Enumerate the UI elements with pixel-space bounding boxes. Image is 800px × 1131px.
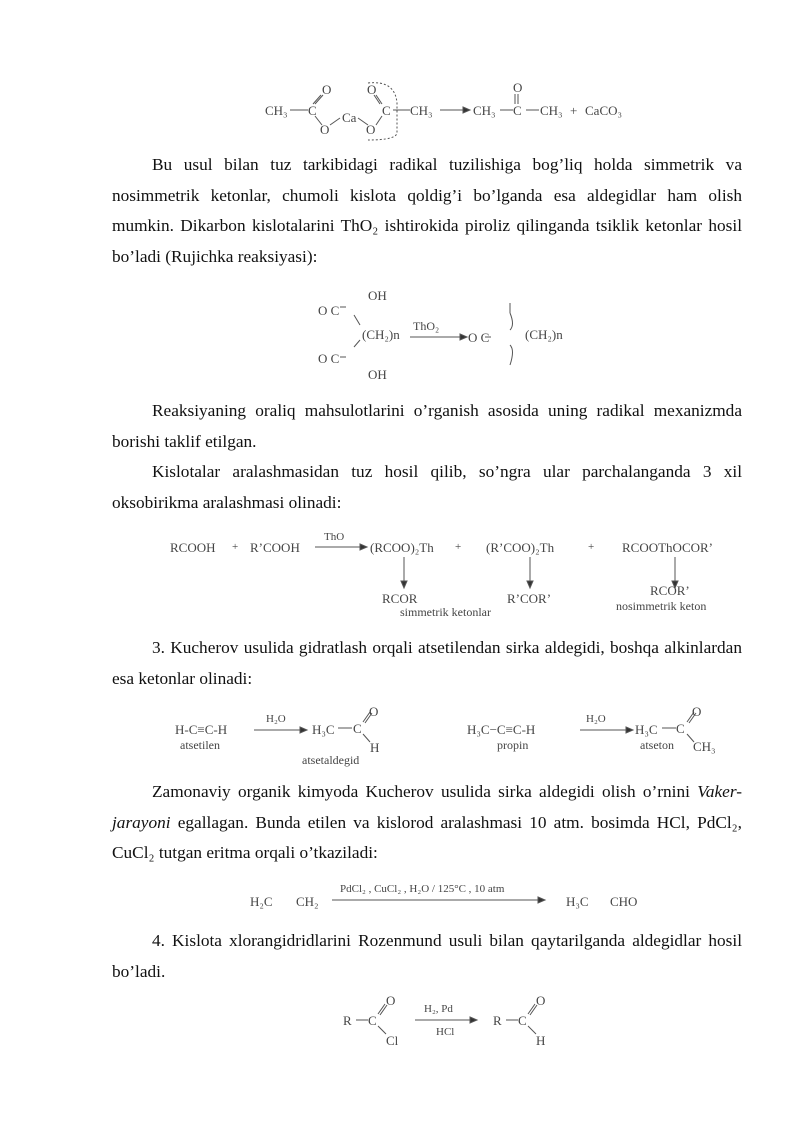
scheme-calcium-salt-pyrolysis (260, 78, 640, 148)
reactant-o-top-left: O (322, 82, 332, 97)
scheme-kucherov (170, 700, 750, 770)
reactant-o-bottom-right: O (366, 122, 376, 137)
paragraph-5-end: egallagan. Bunda etilen va kislorod aralashmasi 10 atm. bosimda HCl, PdCl₂, CuCl₂ tutgan eritma orqali o’tkaziladi: (112, 812, 743, 862)
ch2n-right: (CH₂)n (525, 327, 563, 342)
ethylene-ch2: CH₂ (296, 894, 319, 909)
propyne-formula: H₃C−C≡C-H (467, 722, 536, 737)
acetylene-formula: H-C≡C-H (175, 722, 228, 737)
paragraph-3: Kislotalar aralashmasidan tuz hosil qilib, so’ngra ular parchalanganda 3 xil oksobirikma aralashmasi olinadi: (112, 462, 742, 512)
acetone-h3c: H₃C (635, 722, 658, 737)
catalyst-tho2: ThO₂ (413, 319, 440, 333)
acyl-chloride-o: O (386, 993, 396, 1008)
product-h3c: H₃C (566, 894, 589, 909)
reagent-h2-pd: H₂, Pd (424, 1003, 453, 1015)
water-reagent-2: H₂O (586, 713, 606, 725)
oh-top: OH (368, 288, 387, 303)
aldehyde-o: O (536, 993, 546, 1008)
paragraph-1: Bu usul bilan tuz tarkibidagi radikal tuzilishiga bog’liq holda simmetrik va nosimmetrik ketonlar, chumoli kislota qoldig’i bo’lganda esa aldegidlar ham olish mumkin. Dikarbon kislotalarini ThO₂ ishtirokida piroliz qilinganda tsiklik ketonlar hosil bo’ladi (Rujichka reaksiyasi): (112, 155, 742, 266)
product-c: C (513, 103, 522, 118)
nosimmetrik-keton: nosimmetrik keton (616, 599, 707, 613)
vaker-process-term: Vaker-jarayoni (112, 782, 742, 832)
rcor: RCOR (382, 591, 418, 606)
ethylene-h2c: H₂C (250, 894, 273, 909)
acetylene-name: atsetilen (180, 738, 220, 752)
reactant-o-bottom-left: O (320, 122, 330, 137)
paragraph-2: Reaksiyaning oraliq mahsulotlarini o’rganish asosida uning radikal mexanizmda borishi taklif etilgan. (112, 401, 742, 451)
simmetrik-ketonlar: simmetrik ketonlar (400, 605, 491, 617)
reactant-o-top-right: O (367, 82, 377, 97)
plus-2: + (455, 541, 462, 553)
reactant-c-right: C (382, 103, 391, 118)
rcoothocor: RCOOThOCOR’ (622, 540, 714, 555)
propyne-name: propin (497, 738, 529, 752)
product-caco3: CaCO₃ (585, 103, 623, 118)
acyl-chloride-c: C (368, 1013, 377, 1028)
product-o: O (513, 80, 523, 95)
r-prime-cor-prime: R’COR’ (507, 591, 552, 606)
reagent-hcl: HCl (436, 1026, 455, 1038)
ch2n-left: (CH₂)n (362, 327, 400, 342)
acyl-chloride-cl: Cl (386, 1033, 399, 1048)
aldehyde-h: H (536, 1033, 546, 1048)
o-c-bottom: O C (318, 351, 340, 366)
plus-3: + (588, 541, 595, 553)
acetaldehyde-h: H (370, 740, 380, 755)
rcor-prime: RCOR’ (650, 583, 690, 598)
aldehyde-c: C (518, 1013, 527, 1028)
paragraph-5-start: Zamonaviy organik kimyoda Kucherov usulida sirka aldegidi olish o’rnini (152, 782, 690, 801)
catalyst-tho: ThO (324, 531, 345, 543)
rcooh: RCOOH (170, 540, 216, 555)
acetaldehyde-name: atsetaldegid (302, 753, 360, 767)
acetone-c: C (676, 721, 685, 736)
paragraph-4: 3. Kucherov usulida gidratlash orqali atsetilendan sirka aldegidi, boshqa alkinlardan esa ketonlar olinadi: (112, 638, 742, 688)
acetaldehyde-h3c: H₃C (312, 722, 335, 737)
acetone-name: atseton (640, 738, 674, 752)
reactant-c-left: C (308, 103, 317, 118)
scheme-wacker-process (248, 876, 668, 916)
plus-sign: + (570, 103, 578, 118)
water-reagent-1: H₂O (266, 713, 286, 725)
product-o-c: O C (468, 330, 490, 345)
product-ch3-left: CH₃ (473, 103, 496, 118)
r-prime-cooh: R’COOH (250, 540, 300, 555)
product-ch3-right: CH₃ (540, 103, 563, 118)
reactant-ch3-left: CH₃ (265, 103, 288, 118)
wacker-conditions: PdCl₂ , CuCl₂ , H₂O / 125°C , 10 atm (340, 883, 505, 895)
rcoo2th: (RCOO)₂Th (370, 540, 434, 555)
r-prime-coo2th: (R’COO)₂Th (486, 540, 555, 555)
paragraph-5 (112, 777, 742, 869)
acetaldehyde-o: O (369, 704, 379, 719)
paragraph-6: 4. Kislota xlorangidridlarini Rozenmund usuli bilan qaytarilganda aldegidlar hosil bo’ladi. (112, 931, 742, 981)
acetone-o: O (692, 704, 702, 719)
o-c-top: O C (318, 303, 340, 318)
product-cho: CHO (610, 894, 638, 909)
acyl-chloride-r: R (343, 1013, 352, 1028)
reactant-ch3-right: CH₃ (410, 103, 433, 118)
acetone-ch3: CH₃ (693, 739, 716, 754)
aldehyde-r: R (493, 1013, 502, 1028)
acetaldehyde-c: C (353, 721, 362, 736)
scheme-mixed-salts (160, 525, 760, 617)
calcium-label: Ca (342, 110, 357, 125)
scheme-rosenmund (340, 990, 570, 1052)
oh-bottom: OH (368, 367, 387, 382)
scheme-ruzicka-reaction (310, 285, 610, 385)
plus-1: + (232, 541, 239, 553)
